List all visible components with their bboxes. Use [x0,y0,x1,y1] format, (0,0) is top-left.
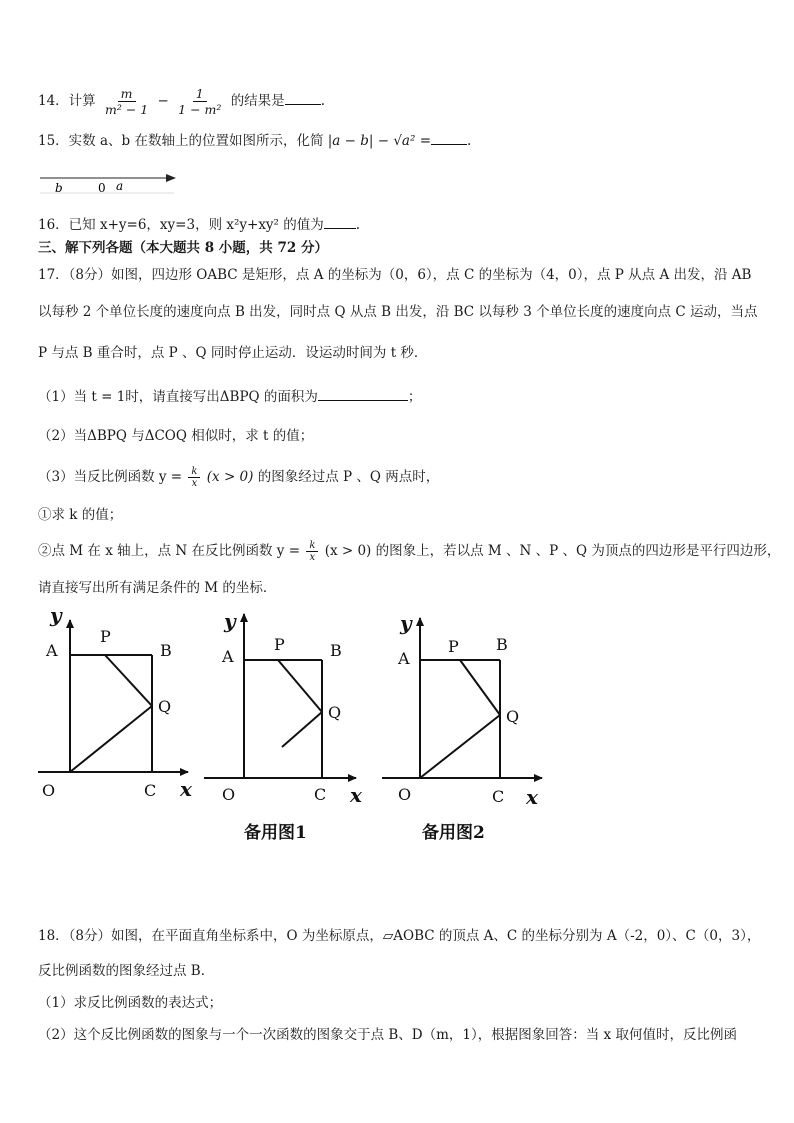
q17-part-2: （2）当ΔBPQ 与ΔCOQ 相似时，求 t 的值； [38,428,314,444]
q17-part-1 [38,386,421,407]
number-line [38,168,180,198]
fig2-segment-partial [282,712,322,747]
q16-answer-blank[interactable] [324,214,356,229]
q14-minus: − [157,93,169,109]
fig3-label-y: y [400,611,412,635]
fig1-segment-pq [105,655,152,706]
question-15 [38,130,471,151]
q17-sub2-frac-denominator: x [309,552,316,563]
q17-part-3 [38,466,439,489]
q17-sub-2-line-2: 请直接写出所有满足条件的 M 的坐标． [38,580,277,596]
q14-end: . [320,93,325,109]
q14-prefix: 14．计算 [38,93,96,109]
number-line-label-b: b [55,181,63,195]
fig2-segment-pq [278,660,322,712]
question-14 [38,86,325,117]
q17-part1-end: ； [407,389,422,405]
q17-part3-suffix: 的图象经过点 P 、Q 两点时， [257,469,440,485]
q14-fraction-1 [102,86,151,117]
q17-sub2-suffix: (x > 0) 的图象上，若以点 M 、N 、P 、Q 为顶点的四边形是平行四边形， [324,543,781,559]
fig2-label-q: Q [328,703,342,722]
q15-answer-blank[interactable] [431,130,467,145]
q14-suffix: 的结果是 [230,93,285,109]
q17-sub-1: ①求 k 的值； [38,507,123,523]
fig2-label-a: A [222,647,234,666]
q17-part3-frac-numerator: k [188,466,200,478]
section-3-heading: 三、解下列各题（本大题共 8 小题，共 72 分） [38,240,328,256]
fig3-label-c: C [492,787,505,806]
fig1-label-p: P [100,627,111,646]
fig3-segment-oq [420,715,500,778]
q17-part3-condition: (x > 0) [206,469,254,485]
q17-sub-2 [38,540,780,563]
figure-spare-1-labels [221,609,363,843]
q17-part3-prefix: （3）当反比例函数 y = [38,469,183,485]
q14-frac1-numerator: m [118,86,136,102]
q15-end: . [467,133,472,149]
fig2-label-b: B [330,641,342,660]
q17-part1-text: （1）当 t = 1时，请直接写出ΔBPQ 的面积为 [38,389,318,405]
q14-answer-blank[interactable] [285,90,321,105]
q17-sub2-frac-numerator: k [306,540,318,552]
fig2-label-c: C [314,785,327,804]
q14-frac2-numerator: 1 [193,86,207,102]
q17-line-2: 以每秒 2 个单位长度的速度向点 B 出发，同时点 Q 从点 B 出发，沿 BC 以每秒 3 个单位长度的速度向点 C 运动，当点 [38,304,758,320]
q15-equals: = [419,133,431,149]
fig3-label-q: Q [506,707,520,726]
q17-part1-answer-blank[interactable] [318,386,408,401]
q15-expression: |a − b| − √a² [327,133,416,149]
q18-line-1: 18．（8分）如图，在平面直角坐标系中，O 为坐标原点，▱AOBC 的顶点 A、C 的坐标分别为 A（-2，0）、C（0，3）， [38,928,761,944]
q17-line-1: 17．（8分）如图，四边形 OABC 是矩形，点 A 的坐标为（0，6），点 C 的坐标为（4，0），点 P 从点 A 出发，沿 AB [38,267,752,283]
fig1-label-b: B [160,641,172,660]
q16-text: 16．已知 x+y=6，xy=3，则 x²y+xy² 的值为 [38,217,324,233]
q17-part3-frac-denominator: x [191,478,198,489]
q17-part3-fraction [188,466,200,489]
number-line-arrow-icon [166,174,176,182]
fig1-label-c: C [144,781,157,800]
q17-sub2-fraction [306,540,318,563]
fig2-label-o: O [222,785,236,804]
fig2-caption: 备用图1 [244,823,307,843]
fig1-label-q: Q [158,697,172,716]
question-16 [38,214,360,235]
q15-text: 15．实数 a、b 在数轴上的位置如图所示，化简 [38,133,324,149]
q17-line-3: P 与点 B 重合时，点 P 、Q 同时停止运动．设运动时间为 t 秒． [38,345,428,361]
number-line-label-zero: 0 [98,181,106,195]
fig1-label-o: O [42,781,56,800]
fig1-label-x: x [180,777,192,801]
q17-figures [30,600,560,850]
q16-end: . [355,217,361,233]
fig3-label-x: x [526,785,538,809]
fig1-label-a: A [46,641,58,660]
figure-spare-2 [382,618,542,778]
q18-part-2: （2）这个反比例函数的图象与一个一次函数的图象交于点 B、D（m，1），根据图象回答：当 x 取何值时，反比例函 [38,1027,737,1043]
fig3-label-o: O [398,785,412,804]
fig3-label-p: P [448,637,459,656]
number-line-label-a: a [116,179,124,193]
figure-spare-2-labels [397,611,539,843]
fig2-label-y: y [224,609,236,633]
q17-sub2-prefix: ②点 M 在 x 轴上，点 N 在反比例函数 y = [38,543,301,559]
fig2-label-p: P [274,635,285,654]
q14-frac2-denominator: 1 − m² [178,102,222,117]
q14-fraction-2 [175,86,224,117]
fig3-caption: 备用图2 [422,823,485,843]
fig3-label-b: B [496,635,508,654]
fig1-segment-oq [70,706,152,772]
fig1-label-y: y [50,603,62,627]
q18-line-2: 反比例函数的图象经过点 B． [38,963,215,979]
fig2-label-x: x [350,783,362,807]
fig3-segment-pq [460,660,500,715]
q18-part-1: （1）求反比例函数的表达式； [38,995,223,1011]
q14-frac1-denominator: m² − 1 [104,102,149,117]
fig3-label-a: A [398,649,410,668]
